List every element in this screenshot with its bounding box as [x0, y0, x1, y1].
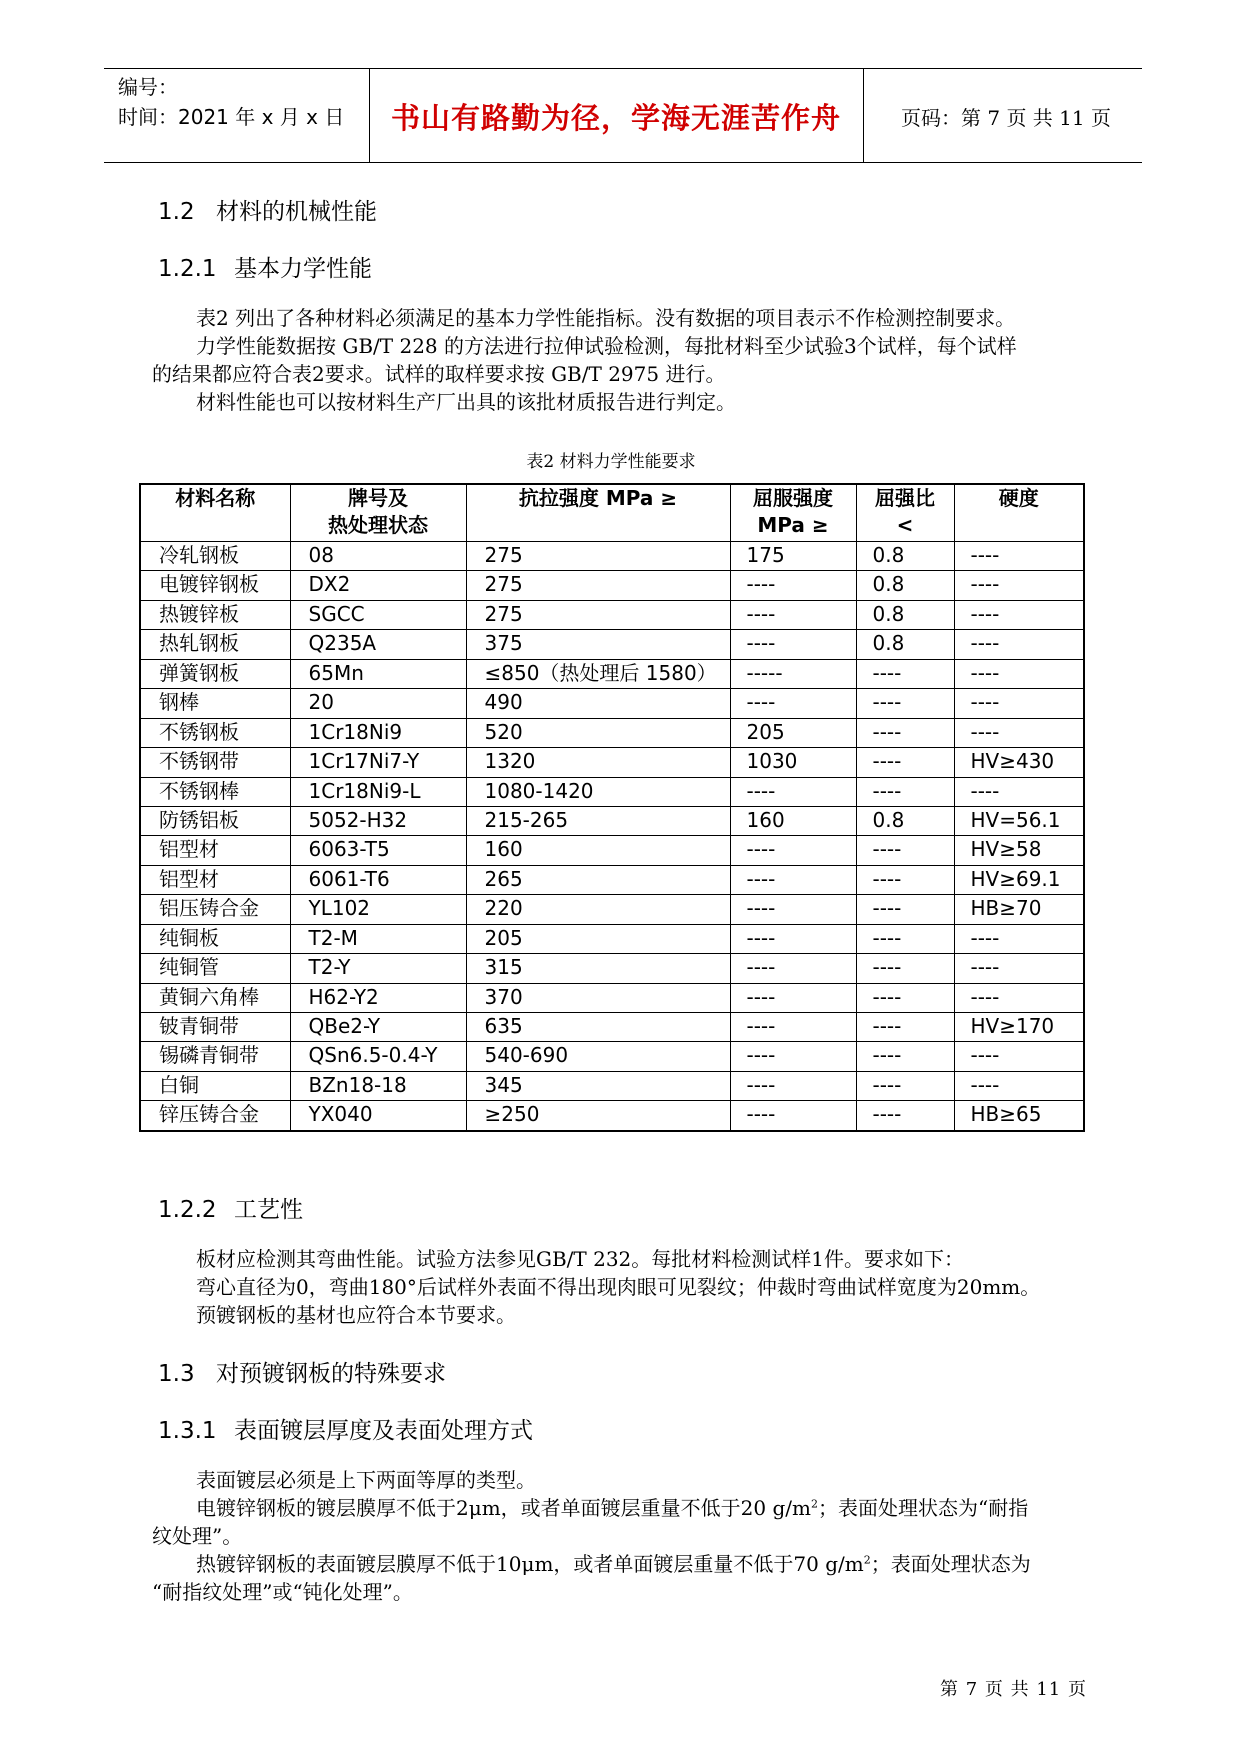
- table-cell: ----: [730, 895, 856, 924]
- table-cell: 275: [466, 542, 730, 571]
- table-row: [140, 571, 1084, 600]
- table-cell: 215-265: [466, 806, 730, 835]
- table-cell: ----: [730, 1071, 856, 1100]
- table-cell: 不锈钢带: [140, 748, 290, 777]
- header-meta: [118, 72, 344, 132]
- table-cell: T2-Y: [290, 954, 466, 983]
- table-cell: 160: [466, 836, 730, 865]
- table-cell: ----: [730, 600, 856, 629]
- paragraph-line: 的结果都应符合表2要求。试样的取样要求按 GB/T 2975 进行。: [152, 362, 726, 386]
- table-cell: ----: [954, 1071, 1084, 1100]
- table-cell: 520: [466, 718, 730, 747]
- table-cell: ----: [856, 983, 954, 1012]
- paragraph-line: 预镀钢板的基材也应符合本节要求。: [196, 1303, 516, 1327]
- table-cell: 铝型材: [140, 836, 290, 865]
- table-row: [140, 806, 1084, 835]
- table-cell: ----: [954, 600, 1084, 629]
- table-cell: ----: [954, 983, 1084, 1012]
- table-cell: ----: [856, 777, 954, 806]
- table-cell: BZn18-18: [290, 1071, 466, 1100]
- table-row: [140, 983, 1084, 1012]
- table-cell: 540-690: [466, 1042, 730, 1071]
- table-cell: 220: [466, 895, 730, 924]
- table-cell: ----: [730, 1013, 856, 1042]
- table-cell: H62-Y2: [290, 983, 466, 1012]
- table-row: [140, 542, 1084, 571]
- paragraph-line: 材料性能也可以按材料生产厂出具的该批材质报告进行判定。: [196, 390, 736, 414]
- column-header: 抗拉强度 MPa ≥: [466, 484, 730, 542]
- table-cell: 1Cr17Ni7-Y: [290, 748, 466, 777]
- table-cell: ----: [730, 924, 856, 953]
- page-footer: 第 7 页 共 11 页: [940, 1679, 1087, 1700]
- paragraph-line: 热镀锌钢板的表面镀层膜厚不低于10μm，或者单面镀层重量不低于70 $g/m^2$；表面处理状态为: [196, 1552, 1031, 1576]
- table-cell: 6063-T5: [290, 836, 466, 865]
- table-cell: 275: [466, 571, 730, 600]
- header-bottom-rule: [104, 162, 1142, 163]
- table-row: [140, 718, 1084, 747]
- table-cell: 205: [730, 718, 856, 747]
- table-cell: 175: [730, 542, 856, 571]
- table-cell: 锌压铸合金: [140, 1101, 290, 1131]
- table-cell: HV≥69.1: [954, 865, 1084, 894]
- paragraph-line: 电镀锌钢板的镀层膜厚不低于2μm，或者单面镀层重量不低于20 $g/m^2$；表面处理状态为“耐指: [196, 1496, 1029, 1520]
- table-row: [140, 630, 1084, 659]
- header-page-label: 页码：第 7 页 共 11 页: [901, 106, 1111, 130]
- table-cell: ----: [730, 1042, 856, 1071]
- table-cell: ----: [954, 542, 1084, 571]
- table-cell: HV≥430: [954, 748, 1084, 777]
- heading-number: 1.3: [158, 1361, 195, 1387]
- table-row: [140, 895, 1084, 924]
- superscript: 2: [863, 1553, 871, 1567]
- column-header: 硬度: [954, 484, 1084, 542]
- table-cell: QBe2-Y: [290, 1013, 466, 1042]
- heading-title: 工艺性: [234, 1197, 303, 1223]
- table-cell: 1030: [730, 748, 856, 777]
- table-cell: ----: [730, 1101, 856, 1131]
- heading-title: 基本力学性能: [234, 256, 372, 282]
- table-cell: ----: [730, 571, 856, 600]
- mechanical-properties-table: [139, 483, 1085, 1132]
- table-cell: ----: [856, 1071, 954, 1100]
- table-cell: 265: [466, 865, 730, 894]
- heading-1-3: [158, 1355, 446, 1388]
- paragraph-line: “耐指纹处理”或“钝化处理”。: [152, 1580, 413, 1604]
- table-cell: ----: [856, 954, 954, 983]
- table-cell: ----: [856, 1101, 954, 1131]
- table-cell: 纯铜管: [140, 954, 290, 983]
- table-row: [140, 924, 1084, 953]
- table-row: [140, 1042, 1084, 1071]
- table-cell: 370: [466, 983, 730, 1012]
- header-motto: 书山有路勤为径，学海无涯苦作舟: [390, 101, 841, 135]
- superscript: 2: [811, 1497, 818, 1511]
- table-cell: HV≥170: [954, 1013, 1084, 1042]
- heading-title: 对预镀钢板的特殊要求: [216, 1361, 446, 1387]
- table-header-row: [140, 484, 1084, 542]
- table-cell: Q235A: [290, 630, 466, 659]
- table-cell: ----: [856, 1042, 954, 1071]
- table-cell: 375: [466, 630, 730, 659]
- table-cell: 不锈钢棒: [140, 777, 290, 806]
- table-row: [140, 865, 1084, 894]
- table-cell: ----: [856, 1013, 954, 1042]
- table-cell: 白铜: [140, 1071, 290, 1100]
- table-cell: ----: [954, 924, 1084, 953]
- table-cell: 防锈铝板: [140, 806, 290, 835]
- table-cell: 1080-1420: [466, 777, 730, 806]
- column-header: 牌号及 热处理状态: [290, 484, 466, 542]
- table-cell: T2-M: [290, 924, 466, 953]
- paragraph-process: [152, 1245, 1102, 1329]
- paragraph-line: 弯心直径为0，弯曲180°后试样外表面不得出现肉眼可见裂纹；仲裁时弯曲试样宽度为20mm。: [196, 1275, 1041, 1299]
- table-cell: ----: [730, 836, 856, 865]
- table-cell: 08: [290, 542, 466, 571]
- paragraph-line: 表2 列出了各种材料必须满足的基本力学性能指标。没有数据的项目表示不作检测控制要求。: [196, 306, 1016, 330]
- heading-1-2-1: [158, 250, 372, 283]
- table-cell: 1320: [466, 748, 730, 777]
- table-cell: 20: [290, 689, 466, 718]
- table-cell: 490: [466, 689, 730, 718]
- table-cell: 0.8: [856, 542, 954, 571]
- table-row: [140, 600, 1084, 629]
- heading-1-2: [158, 193, 377, 226]
- table-cell: 锡磷青铜带: [140, 1042, 290, 1071]
- table-row: [140, 836, 1084, 865]
- table-row: [140, 1101, 1084, 1131]
- heading-number: 1.3.1: [158, 1418, 217, 1444]
- table-cell: 铍青铜带: [140, 1013, 290, 1042]
- header-divider-right: [863, 68, 864, 162]
- table-cell: ----: [730, 689, 856, 718]
- table-cell: 345: [466, 1071, 730, 1100]
- heading-title: 表面镀层厚度及表面处理方式: [234, 1418, 533, 1444]
- table-cell: SGCC: [290, 600, 466, 629]
- table-cell: ----: [856, 659, 954, 688]
- paragraph-line: 力学性能数据按 GB/T 228 的方法进行拉伸试验检测，每批材料至少试验3个试样，每个试样: [196, 334, 1017, 358]
- table-cell: ----: [730, 865, 856, 894]
- table-row: [140, 748, 1084, 777]
- table-cell: ----: [730, 983, 856, 1012]
- table-row: [140, 659, 1084, 688]
- table-cell: 热镀锌板: [140, 600, 290, 629]
- heading-1-2-2: [158, 1191, 303, 1224]
- table-cell: 635: [466, 1013, 730, 1042]
- table-cell: 黄铜六角棒: [140, 983, 290, 1012]
- table-row: [140, 777, 1084, 806]
- table-row: [140, 1071, 1084, 1100]
- table-cell: ----: [730, 954, 856, 983]
- table-cell: ≤850（热处理后 1580）: [466, 659, 730, 688]
- table-cell: 275: [466, 600, 730, 629]
- table-cell: 5052-H32: [290, 806, 466, 835]
- table-cell: QSn6.5-0.4-Y: [290, 1042, 466, 1071]
- time-label: 时间：2021 年 x 月 x 日: [118, 105, 345, 129]
- table-cell: 0.8: [856, 630, 954, 659]
- table-cell: 纯铜板: [140, 924, 290, 953]
- table-cell: HV≥58: [954, 836, 1084, 865]
- page-header: [104, 68, 1142, 162]
- table-cell: 6061-T6: [290, 865, 466, 894]
- table-caption: 表2 材料力学性能要求: [526, 452, 696, 472]
- heading-number: 1.2.2: [158, 1197, 217, 1223]
- table-cell: 0.8: [856, 600, 954, 629]
- table-cell: ----: [954, 689, 1084, 718]
- table-cell: 冷轧钢板: [140, 542, 290, 571]
- paragraph-line: 纹处理”。: [152, 1524, 243, 1548]
- table-cell: ----: [856, 836, 954, 865]
- table-cell: 1Cr18Ni9: [290, 718, 466, 747]
- table-cell: YX040: [290, 1101, 466, 1131]
- table-cell: 钢棒: [140, 689, 290, 718]
- paragraph-mechanical: [152, 304, 1102, 416]
- table-cell: ----: [954, 659, 1084, 688]
- table-cell: 160: [730, 806, 856, 835]
- table-cell: 205: [466, 924, 730, 953]
- column-header: 屈服强度 MPa ≥: [730, 484, 856, 542]
- paragraph-line: 板材应检测其弯曲性能。试验方法参见GB/T 232。每批材料检测试样1件。要求如下：: [196, 1247, 965, 1271]
- paragraph-coating: [152, 1466, 1102, 1606]
- table-cell: -----: [730, 659, 856, 688]
- table-cell: 0.8: [856, 806, 954, 835]
- table-row: [140, 689, 1084, 718]
- table-cell: 不锈钢板: [140, 718, 290, 747]
- table-cell: 弹簧钢板: [140, 659, 290, 688]
- table-cell: 铝型材: [140, 865, 290, 894]
- column-header: 屈强比 <: [856, 484, 954, 542]
- table-cell: HB≥65: [954, 1101, 1084, 1131]
- table-cell: HB≥70: [954, 895, 1084, 924]
- table-cell: ----: [856, 748, 954, 777]
- heading-number: 1.2: [158, 199, 195, 225]
- heading-1-3-1: [158, 1412, 533, 1445]
- table-row: [140, 1013, 1084, 1042]
- table-cell: 热轧钢板: [140, 630, 290, 659]
- table-cell: ----: [954, 718, 1084, 747]
- table-cell: ----: [954, 571, 1084, 600]
- table-cell: ----: [954, 954, 1084, 983]
- table-cell: ----: [954, 1042, 1084, 1071]
- table-cell: DX2: [290, 571, 466, 600]
- heading-number: 1.2.1: [158, 256, 217, 282]
- table-cell: 0.8: [856, 571, 954, 600]
- table-cell: ----: [954, 777, 1084, 806]
- table-cell: 315: [466, 954, 730, 983]
- table-cell: HV=56.1: [954, 806, 1084, 835]
- column-header: 材料名称: [140, 484, 290, 542]
- table-cell: ----: [954, 630, 1084, 659]
- table-cell: ----: [730, 630, 856, 659]
- table-cell: ≥250: [466, 1101, 730, 1131]
- table-cell: 65Mn: [290, 659, 466, 688]
- table-row: [140, 954, 1084, 983]
- table-cell: ----: [730, 777, 856, 806]
- table-cell: ----: [856, 924, 954, 953]
- header-top-rule: [104, 68, 1142, 69]
- table-cell: ----: [856, 689, 954, 718]
- table-cell: ----: [856, 865, 954, 894]
- table-cell: YL102: [290, 895, 466, 924]
- code-label: 编号：: [118, 75, 178, 99]
- heading-title: 材料的机械性能: [216, 199, 377, 225]
- table-cell: 1Cr18Ni9-L: [290, 777, 466, 806]
- table-cell: ----: [856, 895, 954, 924]
- paragraph-line: 表面镀层必须是上下两面等厚的类型。: [196, 1468, 536, 1492]
- table-cell: 电镀锌钢板: [140, 571, 290, 600]
- table-cell: 铝压铸合金: [140, 895, 290, 924]
- table-cell: ----: [856, 718, 954, 747]
